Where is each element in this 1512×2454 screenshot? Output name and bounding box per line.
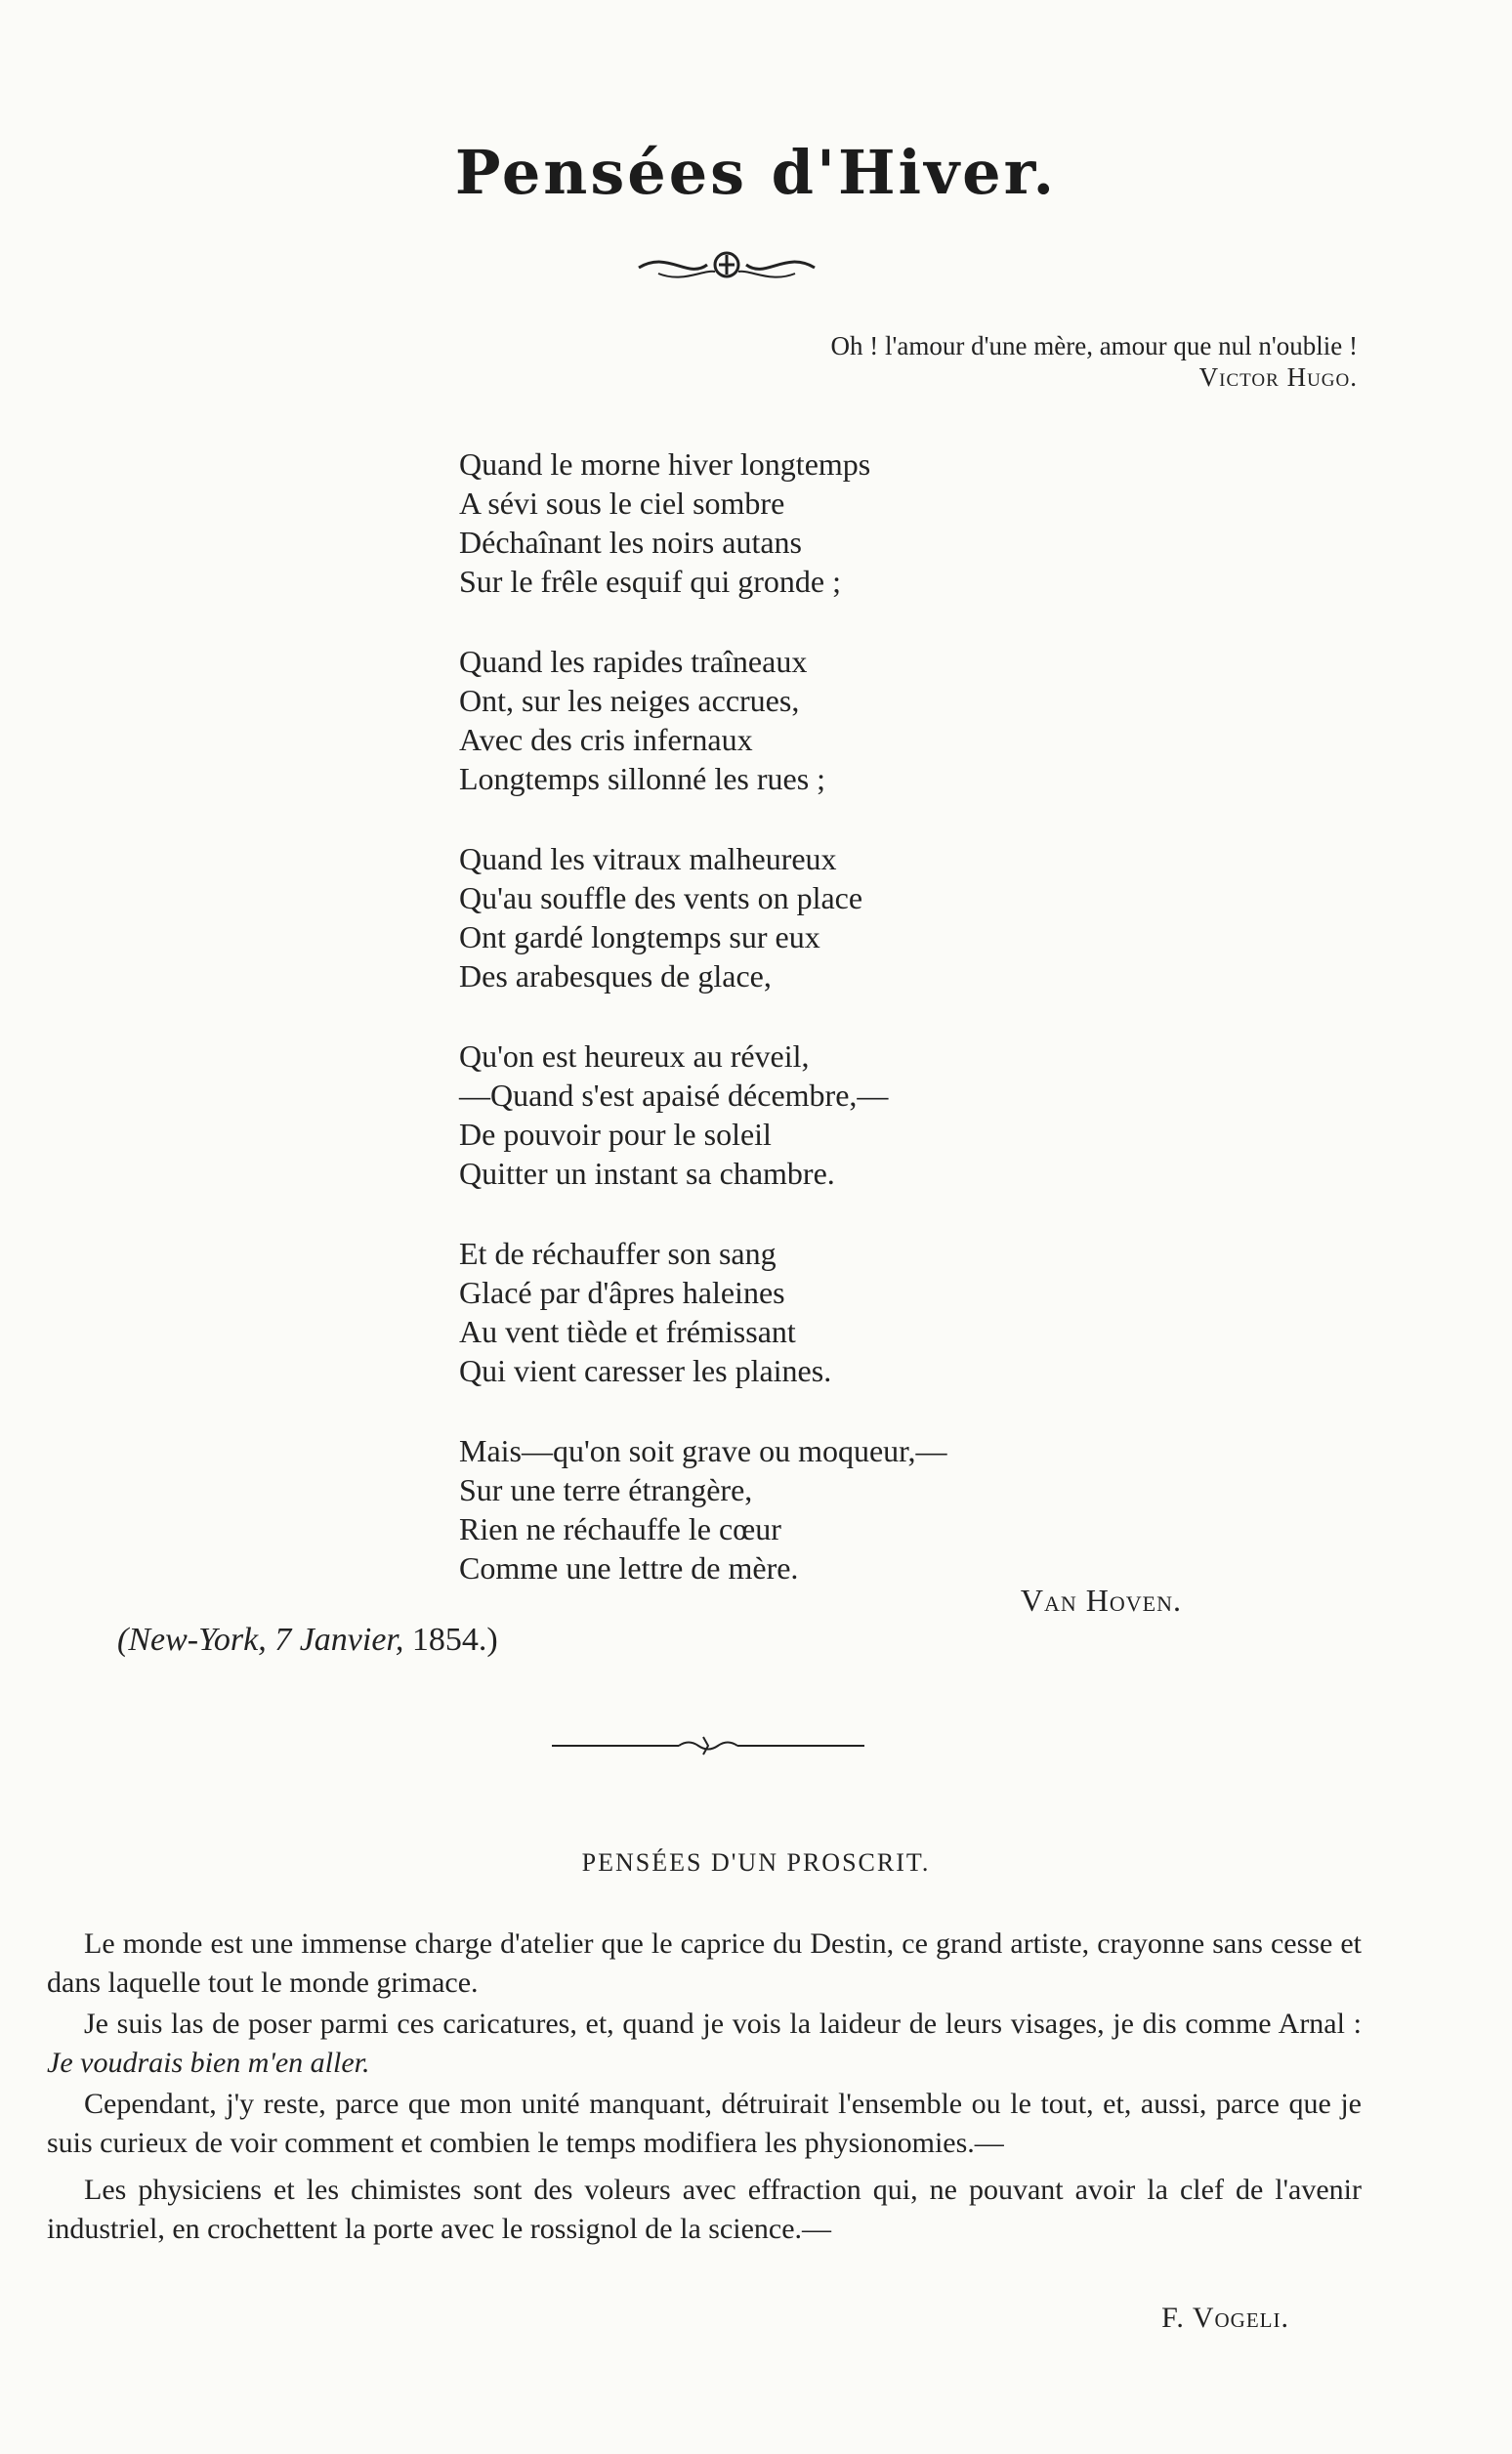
paragraph: Les physiciens et les chimistes sont des voleurs avec effraction qui, ne pouvant avoir la clef de l'avenir industriel, en crochettent la porte avec le rossignol de la science.— (47, 2174, 1362, 2245)
poem-line: Qu'au souffle des vents on place (459, 880, 863, 915)
stanza (459, 1037, 1143, 1193)
poem-line: De pouvoir pour le soleil (459, 1117, 772, 1152)
stanza (459, 839, 1143, 995)
poem-line: Ont, sur les neiges accrues, (459, 683, 800, 718)
poem-line: Au vent tiède et frémissant (459, 1314, 796, 1349)
poem-line: Qui vient caresser les plaines. (459, 1353, 832, 1388)
poem-line: Quitter un instant sa chambre. (459, 1156, 835, 1191)
poem-line: Rien ne réchauffe le cœur (459, 1511, 781, 1546)
paragraph: Cependant, j'y reste, parce que mon unité manquant, détruirait l'ensemble ou le tout, et, aussi, parce que je suis curieux de voir comment et combien le temps modifiera les physionomies.— (47, 2088, 1362, 2159)
title-ornament (629, 240, 824, 289)
epigraph-quote: Oh ! l'amour d'une mère, amour que nul n'oublie ! (830, 331, 1358, 360)
dateline-place-date: (New-York, 7 Janvier, (117, 1622, 404, 1658)
dateline-year: 1854.) (411, 1622, 498, 1658)
poem-line: Quand les vitraux malheureux (459, 841, 837, 876)
poem-signature: Van Hoven. (1020, 1583, 1182, 1618)
poem-line: Quand les rapides traîneaux (459, 644, 808, 679)
poem-line: Avec des cris infernaux (459, 722, 753, 757)
poem-line: Sur le frêle esquif qui gronde ; (459, 564, 841, 599)
paragraph (47, 2005, 1362, 2083)
section-title: PENSÉES D'UN PROSCRIT. (581, 1848, 931, 1877)
poem-line: Longtemps sillonné les rues ; (459, 761, 826, 796)
stanza (459, 642, 1143, 798)
poem-title: Pensées d'Hiver. (454, 137, 1058, 208)
poem-line: Mais—qu'on soit grave ou moqueur,— (459, 1433, 947, 1468)
epigraph (586, 330, 1358, 393)
poem-line: Ont gardé longtemps sur eux (459, 919, 820, 954)
poem-line: A sévi sous le ciel sombre (459, 486, 785, 521)
poem-line: Glacé par d'âpres haleines (459, 1275, 785, 1310)
poem-line: Et de réchauffer son sang (459, 1236, 777, 1271)
stanza (459, 1234, 1143, 1390)
poem-line: —Quand s'est apaisé décembre,— (459, 1078, 889, 1113)
poem-line: Qu'on est heureux au réveil, (459, 1038, 810, 1074)
epigraph-attribution: Victor Hugo. (1198, 362, 1358, 392)
stanza (459, 444, 1143, 601)
section-author: F. Vogeli. (1161, 2302, 1289, 2334)
poem-line: Des arabesques de glace, (459, 958, 772, 994)
poem-dateline (117, 1620, 498, 1661)
poem-line: Sur une terre étrangère, (459, 1472, 753, 1507)
poem-line: Déchaînant les noirs autans (459, 525, 802, 560)
paragraph-text: Je suis las de poser parmi ces caricatures, et, quand je vois la laideur de leurs visages, je dis comme Arnal : (84, 2008, 1362, 2040)
poem-body (459, 444, 1143, 1629)
prose-body (47, 1925, 1362, 2251)
paragraph: Le monde est une immense charge d'atelier que le caprice du Destin, ce grand artiste, crayonne sans cesse et dans laquelle tout le monde grimace. (47, 1927, 1362, 1999)
stanza (459, 1431, 1143, 1587)
poem-line: Quand le morne hiver longtemps (459, 446, 871, 482)
paragraph-quote: Je voudrais bien m'en aller. (47, 2047, 370, 2079)
poem-line: Comme une lettre de mère. (459, 1550, 799, 1586)
section-divider (547, 1731, 869, 1760)
